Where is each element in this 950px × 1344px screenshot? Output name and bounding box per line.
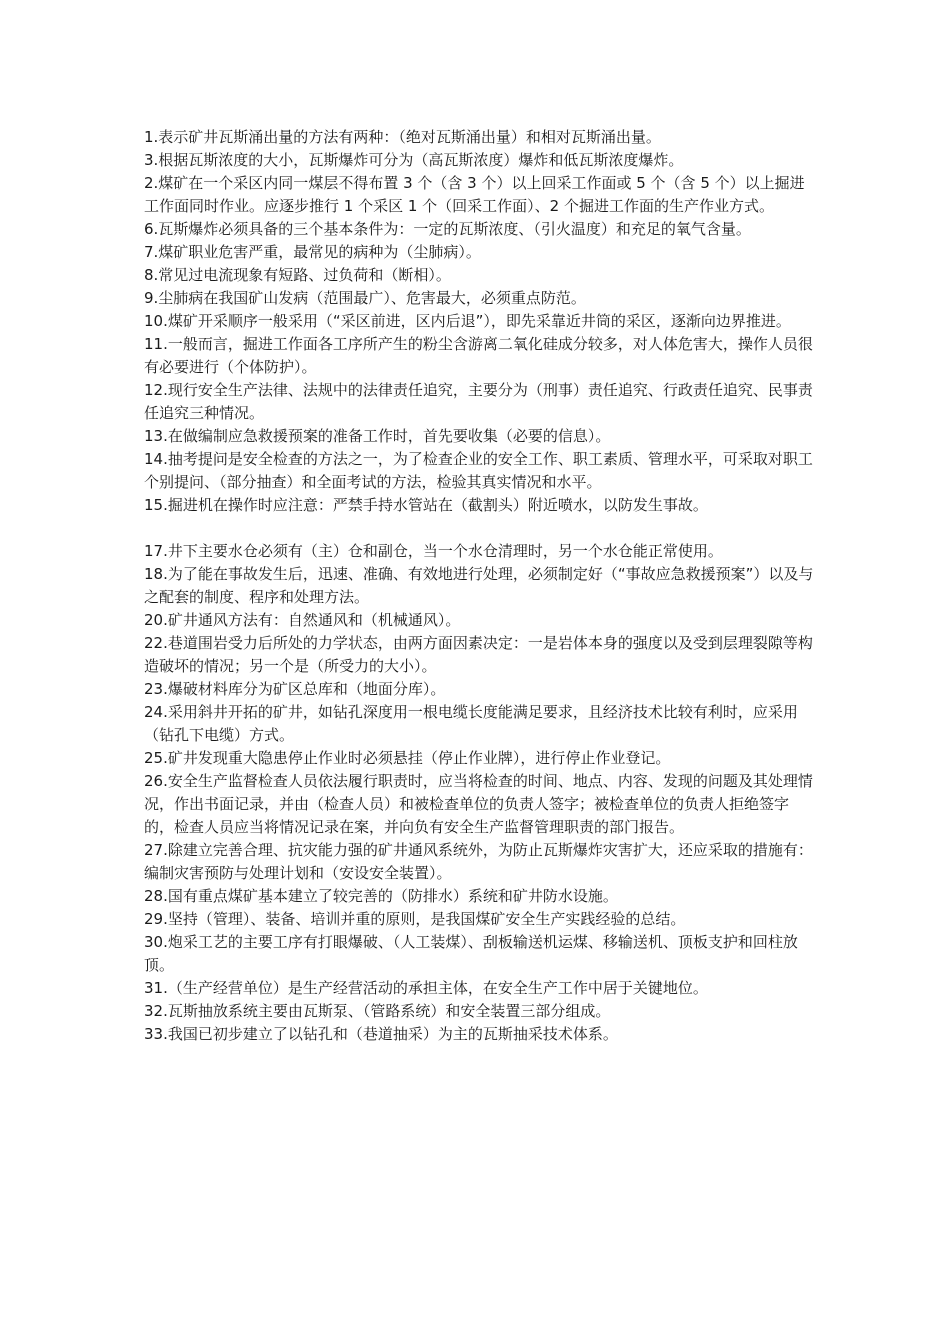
paragraph-17: 17.井下主要水仓必须有（主）仓和副仓，当一个水仓清理时，另一个水仓能正常使用。	[144, 542, 723, 560]
paragraph-9: 9.尘肺病在我国矿山发病（范围最广）、危害最大，必须重点防范。	[144, 289, 586, 307]
paragraph-24: 24.采用斜井开拓的矿井，如钻孔深度用一根电缆长度能满足要求，且经济技术比较有利时，应采用（钻孔下电缆）方式。	[144, 703, 798, 744]
paragraph-12: 12.现行安全生产法律、法规中的法律责任追究，主要分为（刑事）责任追究、行政责任追究、民事责任追究三种情况。	[144, 381, 813, 422]
paragraph-8: 8.常见过电流现象有短路、过负荷和（断相）。	[144, 266, 451, 284]
paragraph-7: 7.煤矿职业危害严重，最常见的病种为（尘肺病）。	[144, 243, 481, 261]
paragraph-31: 31.（生产经营单位）是生产经营活动的承担主体，在安全生产工作中居于关键地位。	[144, 979, 708, 997]
paragraph-22: 22.巷道围岩受力后所处的力学状态，由两方面因素决定：一是岩体本身的强度以及受到层理裂隙等构造破坏的情况；另一个是（所受力的大小）。	[144, 634, 813, 675]
paragraph-25: 25.矿井发现重大隐患停止作业时必须悬挂（停止作业牌），进行停止作业登记。	[144, 749, 671, 767]
paragraph-6: 6.瓦斯爆炸必须具备的三个基本条件为：一定的瓦斯浓度、（引火温度）和充足的氧气含量。	[144, 220, 751, 238]
paragraph-10: 10.煤矿开采顺序一般采用（“采区前进，区内后退”），即先采靠近井筒的采区，逐渐向边界推进。	[144, 312, 791, 330]
paragraph-30: 30.炮采工艺的主要工序有打眼爆破、（人工装煤）、刮板输送机运煤、移输送机、顶板支护和回柱放顶。	[144, 933, 798, 974]
paragraph-15: 15.掘进机在操作时应注意：严禁手持水管站在（截割头）附近喷水，以防发生事故。	[144, 496, 708, 514]
paragraph-2: 2.煤矿在一个采区内同一煤层不得布置 3 个（含 3 个）以上回采工作面或 5 个（含 5 个）以上掘进工作面同时作业。应逐步推行 1 个采区 1 个（回采工作面）、2 个掘进工作面的生产作业方式。	[144, 174, 805, 215]
paragraph-1: 1.表示矿井瓦斯涌出量的方法有两种：（绝对瓦斯涌出量）和相对瓦斯涌出量。	[144, 128, 661, 146]
paragraph-33: 33.我国已初步建立了以钻孔和（巷道抽采）为主的瓦斯抽采技术体系。	[144, 1025, 618, 1043]
paragraph-32: 32.瓦斯抽放系统主要由瓦斯泵、（管路系统）和安全装置三部分组成。	[144, 1002, 611, 1020]
document-body	[144, 126, 814, 1046]
paragraph-20: 20.矿井通风方法有：自然通风和（机械通风）。	[144, 611, 461, 629]
paragraph-3: 3.根据瓦斯浓度的大小，瓦斯爆炸可分为（高瓦斯浓度）爆炸和低瓦斯浓度爆炸。	[144, 151, 684, 169]
paragraph-13: 13.在做编制应急救援预案的准备工作时，首先要收集（必要的信息）。	[144, 427, 611, 445]
paragraph-27: 27.除建立完善合理、抗灾能力强的矿井通风系统外，为防止瓦斯爆炸灾害扩大，还应采取的措施有：编制灾害预防与处理计划和（安设安全装置）。	[144, 841, 813, 882]
paragraph-23: 23.爆破材料库分为矿区总库和（地面分库）。	[144, 680, 446, 698]
paragraph-18: 18.为了能在事故发生后，迅速、准确、有效地进行处理，必须制定好（“事故应急救援预案”）以及与之配套的制度、程序和处理方法。	[144, 565, 814, 606]
paragraph-11: 11.一般而言，掘进工作面各工序所产生的粉尘含游离二氧化硅成分较多，对人体危害大，操作人员很有必要进行（个体防护）。	[144, 335, 813, 376]
paragraph-26: 26.安全生产监督检查人员依法履行职责时，应当将检查的时间、地点、内容、发现的问题及其处理情况，作出书面记录，并由（检查人员）和被检查单位的负责人签字；被检查单位的负责人拒绝签字的，检查人员应当将情况记录在案，并向负有安全生产监督管理职责的部门报告。	[144, 772, 813, 836]
paragraph-14: 14.抽考提问是安全检查的方法之一，为了检查企业的安全工作、职工素质、管理水平，可采取对职工个别提问、（部分抽查）和全面考试的方法，检验其真实情况和水平。	[144, 450, 813, 491]
paragraph-28: 28.国有重点煤矿基本建立了较完善的（防排水）系统和矿井防水设施。	[144, 887, 618, 905]
paragraph-29: 29.坚持（管理）、装备、培训并重的原则，是我国煤矿安全生产实践经验的总结。	[144, 910, 686, 928]
blank-line	[144, 517, 814, 540]
